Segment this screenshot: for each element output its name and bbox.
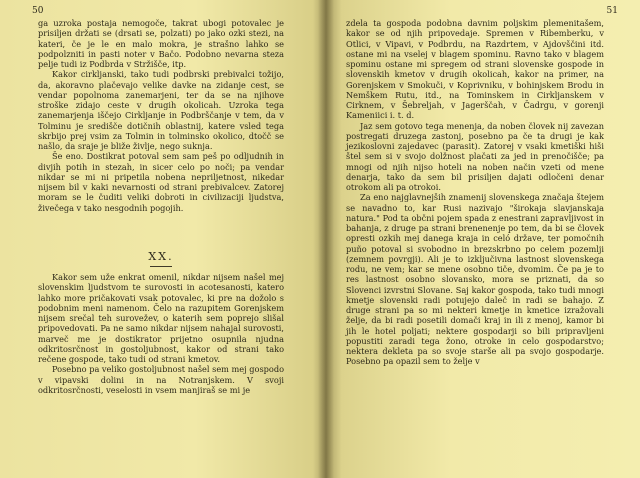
paragraph: zdela ta gospoda podobna davnim poljskim plemenitašem, kakor se od njih pripovedaje. Spremen v Ribemberku, v Otlici, v Vipavi, v Podbrdu, na Razdrtem, v Ajdovščini itd. ostane mi na vselej v blagem spominu. Ravno tako v blagem spominu ostane mi spregem od strani slovenske gospode in slovenskih kmetov v drugih okolicah, kakor na primer, na Gorenjskem v Smokuči, v Koprivniku, v bohinjskem Brodu in Nemškem Rutu, itd., na Tominskem in Cirkljanskem v Cirknem, v Šebreljah, v Jagerščah, v Čadrgu, v gorenji Kameniici i. t. d. bbox=[346, 18, 604, 121]
right-page bbox=[326, 0, 640, 478]
paragraph: Posebno pa veliko gostoljubnost našel sem mej gospodo v vipavski dolini in na Notranjskem. V svoji odkritosrčnosti, veselosti in vsem manjiraš se mi je bbox=[38, 364, 284, 395]
section-heading: XX. bbox=[148, 250, 174, 263]
paragraph: Jaz sem gotovo tega menenja, da noben človek nij zavezan postregati druzega zastonj, posebno pa če ta drugi je kak jezikoslovni zajedavec (parasit). Zatorej v vsaki kmetiški hiši štel sem si v svojo dolžnost plačati za jed in prenočišče; pa mnogi od njih nijso hoteli na noben način vzeti od mene denarja, tako da sem bil prisiljen dajati odločeni denar otrokom ali pa otrokoi. bbox=[346, 120, 604, 192]
page-number-right: 51 bbox=[606, 6, 618, 16]
book-gutter bbox=[318, 0, 334, 478]
paragraph: Kakor sem uže enkrat omenil, nikdar nijsem našel mej slovenskim ljudstvom te surovosti in acotesanosti, katero lahko more pričakovati vsak potovalec, ki pre na dožolo s podobnim meni namenom. Čelo na razupitem Gorenjskem nijsem srečal teh surovežev, o katerih sem poprejo slišal pripovedovati. Pa ne samo nikdar nijsem nahajal surovosti, marveč me je dostikrator prijetno osupnila njudna odkritosrčnost in gostoljubnost, kakor od strani tako rečene gospode, tako tudi od strani kmetov. bbox=[38, 272, 284, 364]
paragraph: Za eno najglavnejših znamenij slovenskega značaja štejem se navadno to, kar Rusi nazivajo "širokaja slavjanskaja natura." Pod ta občni pojem spada z enestrani zapravljivost in bahanja, z druge pa strani brenenenje po tem, da bi se človek opresti ozkih mej danega kraja in celó države, ter pomočnih puño potoval si svobodno in brezskrbno po celem pozemlji (zemnem povrgji). Ali je to izključivna lastnost slovenskega rodu, ne vem; kar se mene osobno tiče, dvomim. Če pa je to res lastnost osobno slovansko, mora se priznati, da so Slovenci izvrstni Slovane. Saj kakor gospoda, tako tudi mnogi kmetje slovenski radi potujejo daleč in radi se bahajo. Z druge strani pa so mi nekteri kmetje in kmetice izražovali želje, da bi radi posetili domači kraj in ili z menoj, kamor bi jih le hotel poljati; nektere gospodarji so bili pripravljeni popustiti zaradi tega žono, otroke in celo gospodarstvo; nektera dekleta pa so svoje starše ali pa svojo gospodarje. Posebno pa opazil sem to želje v bbox=[346, 192, 604, 367]
left-text-bottom bbox=[38, 272, 284, 395]
left-text-top bbox=[38, 18, 284, 213]
right-text bbox=[346, 18, 604, 367]
paragraph: Kakor cirkljanski, tako tudi podbrski prebivalci tožijo, da, akoravno plačevajo velike davke na zidanje cest, se vendar popolnoma zanemarjeni, ter da se na njihove stroške zidajo ceste v drugih okolicah. Uzroka tega zanemarjenja iščejo Cirkljanje in Podbrščanje v tem, da v Tolminu je središče dotičnih oblastnij, katere vsled tega skrbijo prej vsim za Tolmin in tolminsko okolico, dtočč se našlo, da sraje je bliže življe, nego suknja. bbox=[38, 69, 284, 151]
paragraph: ga uzroka postaja nemogoče, takrat ubogi potovalec je prisiljen držati se (drsati se, polzati) po jako ozki stezi, na kateri, če je le en malo mokra, je strašno lahko se podpolzniti in pasti noter v Bačo. Podobno nevarna steza pelje tudi iz Podbrda v Stržišče, itp. bbox=[38, 18, 284, 69]
divider bbox=[150, 266, 172, 267]
page-number-left: 50 bbox=[32, 6, 44, 16]
paragraph: Še eno. Dostikrat potoval sem sam peš po odljudnih in divjih potih in stezah, in sicer celo po noči; pa vendar nikdar se mi ni pripetila nobena nepriljetnost, nikedar nijsem bil v kaki nevarnosti od strani prebivalcev. Zatorej moram se le čuditi veliki dobroti in civilizaciji ljudstva, živečega v tako nesgodnih pogojih. bbox=[38, 151, 284, 213]
